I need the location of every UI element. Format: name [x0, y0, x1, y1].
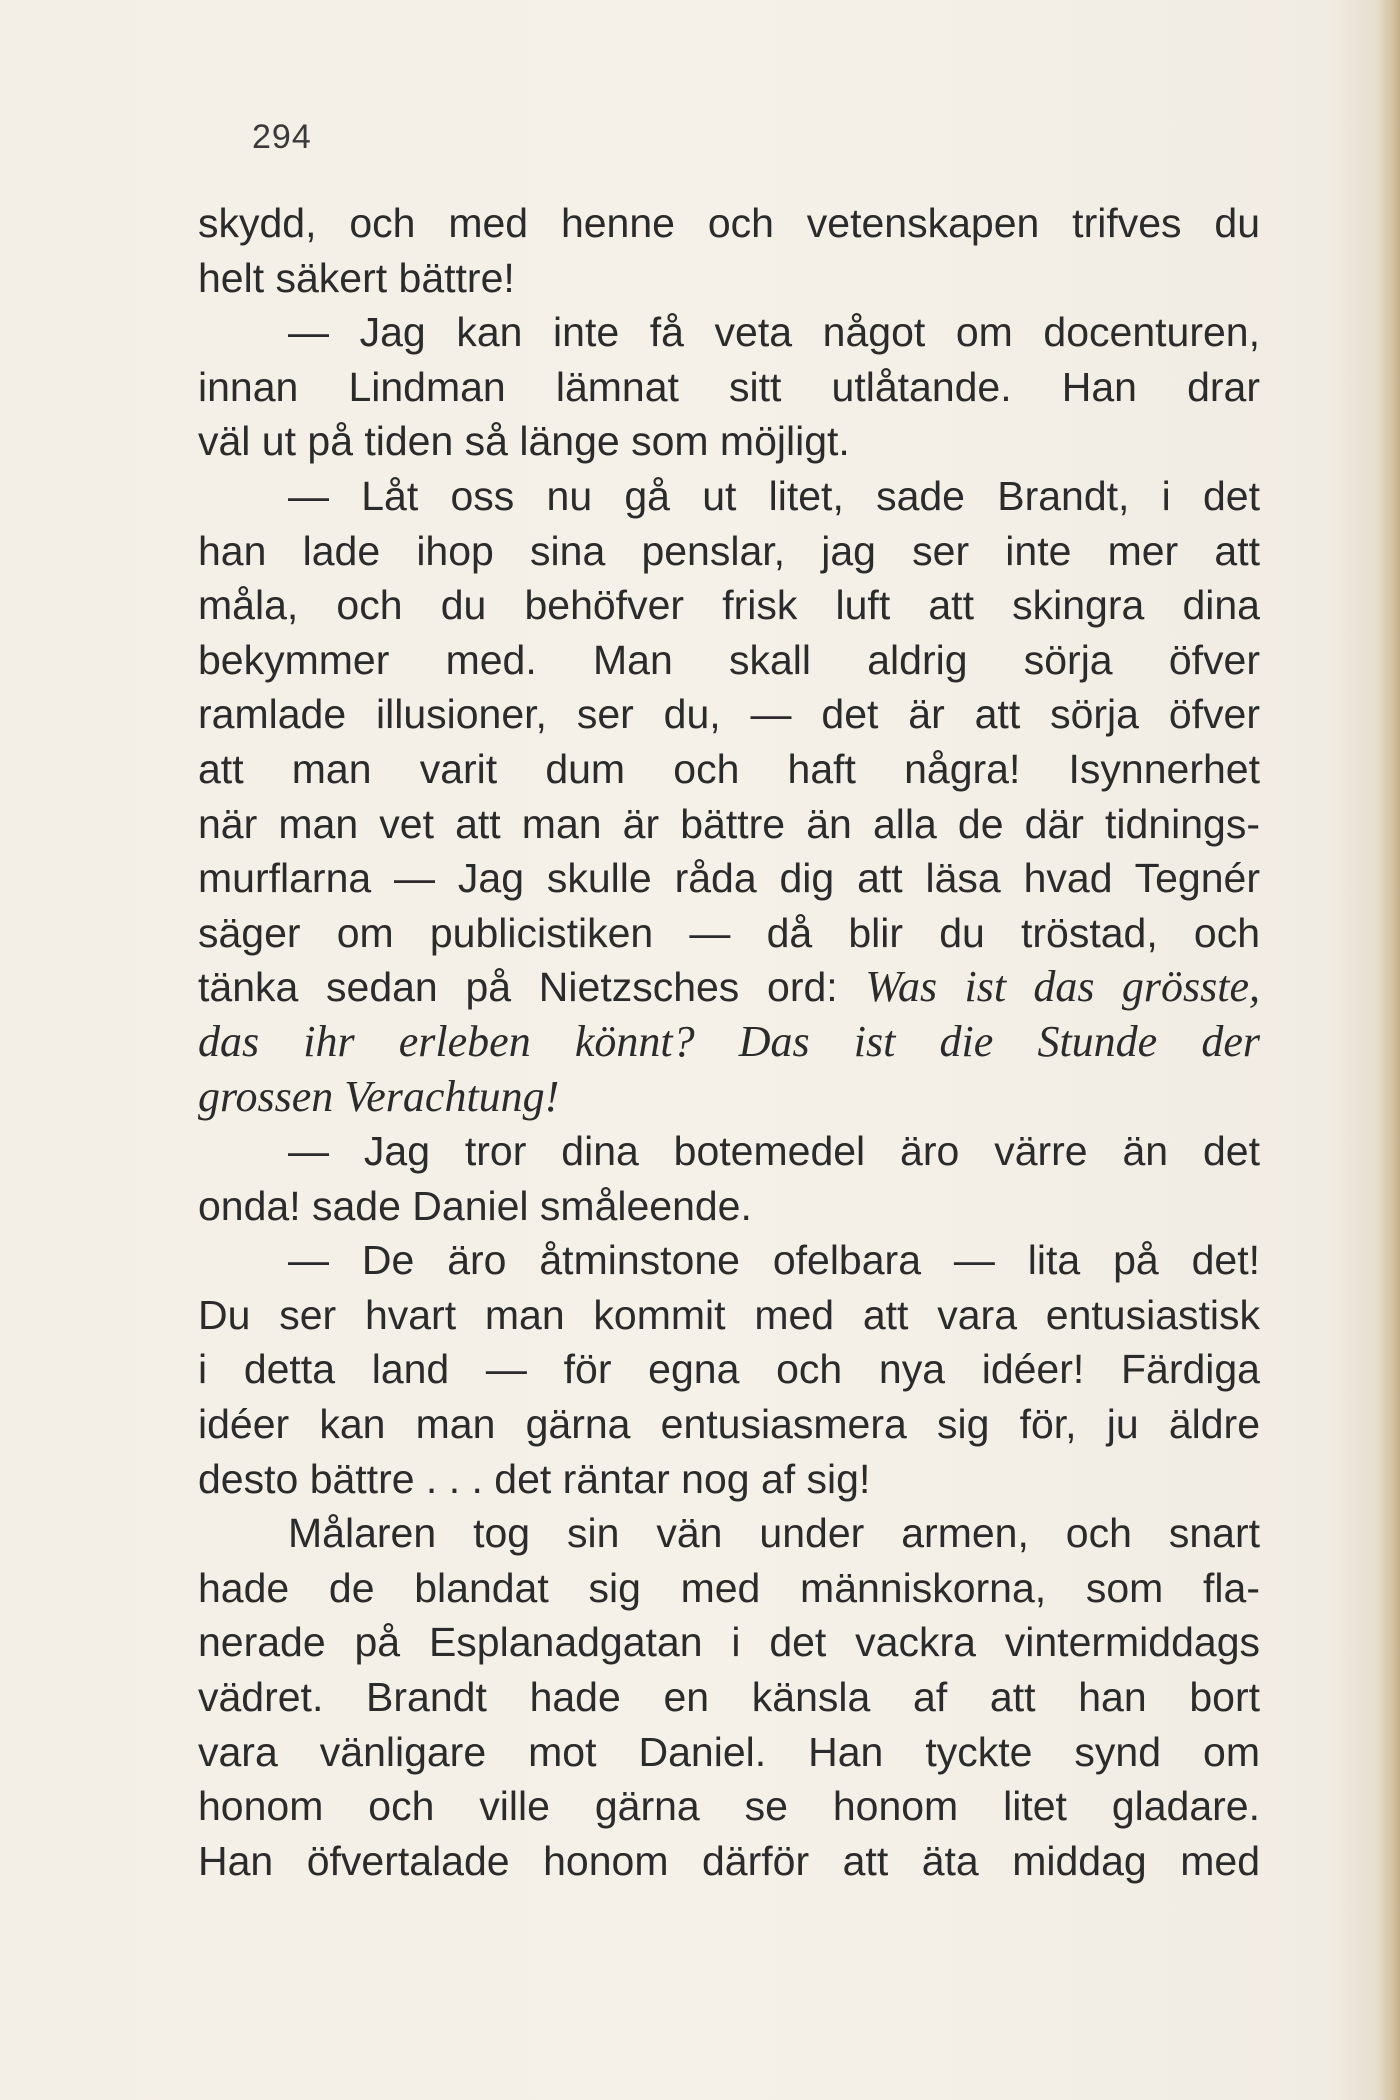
text-line: Han öfvertalade honom därför att äta middag med: [198, 1837, 1260, 1884]
text-line: — Jag kan inte få veta något om docenturen,: [288, 309, 1260, 356]
text-line: honom och ville gärna se honom litet gladare.: [198, 1783, 1260, 1830]
page-edge-shadow: [1378, 0, 1400, 2100]
text-line: han lade ihop sina penslar, jag ser inte mer att: [198, 527, 1260, 574]
text-line: Målaren tog sin vän under armen, och snart: [288, 1510, 1260, 1557]
text-line: vädret. Brandt hade en känsla af att han bort: [198, 1674, 1260, 1721]
italic-quote-line: grossen Verachtung!: [198, 1071, 560, 1121]
text-segment: tänka sedan på Nietzsches ord:: [198, 964, 838, 1011]
text-line: — Låt oss nu gå ut litet, sade Brandt, i det: [288, 472, 1260, 519]
text-line: måla, och du behöfver frisk luft att skingra dina: [198, 582, 1260, 629]
text-line: murflarna — Jag skulle råda dig att läsa hvad Tegnér: [198, 855, 1260, 902]
text-line: när man vet att man är bättre än alla de där tidnings-: [198, 800, 1260, 847]
text-line: bekymmer med. Man skall aldrig sörja öfver: [198, 636, 1260, 683]
body-text: [198, 196, 1260, 1888]
text-line: vara vänligare mot Daniel. Han tyckte synd om: [198, 1728, 1260, 1775]
text-line: helt säkert bättre!: [198, 254, 515, 301]
text-line: skydd, och med henne och vetenskapen trifves du: [198, 200, 1260, 246]
page-number: 294: [252, 118, 312, 156]
text-line: — De äro åtminstone ofelbara — lita på det!: [288, 1237, 1260, 1284]
text-line: säger om publicistiken — då blir du tröstad, och: [198, 909, 1260, 956]
italic-quote-line: das ihr erleben könnt? Das ist die Stunde der: [198, 1016, 1260, 1066]
text-line: desto bättre . . . det räntar nog af sig!: [198, 1455, 871, 1502]
text-line: hade de blandat sig med människorna, som fla-: [198, 1564, 1260, 1611]
text-line: innan Lindman lämnat sitt utlåtande. Han drar: [198, 363, 1260, 410]
text-line: i detta land — för egna och nya idéer! Färdiga: [198, 1346, 1260, 1393]
text-line: idéer kan man gärna entusiasmera sig för, ju äldre: [198, 1401, 1260, 1448]
text-line-mixed: [198, 960, 1260, 1015]
text-line: Du ser hvart man kommit med att vara entusiastisk: [198, 1291, 1260, 1338]
text-line: — Jag tror dina botemedel äro värre än det: [288, 1128, 1260, 1175]
text-line: att man varit dum och haft några! Isynnerhet: [198, 745, 1260, 792]
italic-quote: Was ist das grösste,: [865, 962, 1260, 1012]
text-line: onda! sade Daniel småleende.: [198, 1182, 752, 1229]
text-line: ramlade illusioner, ser du, — det är att sörja öfver: [198, 691, 1260, 738]
text-line: nerade på Esplanadgatan i det vackra vintermiddags: [198, 1619, 1260, 1666]
text-line: väl ut på tiden så länge som möjligt.: [198, 418, 850, 465]
